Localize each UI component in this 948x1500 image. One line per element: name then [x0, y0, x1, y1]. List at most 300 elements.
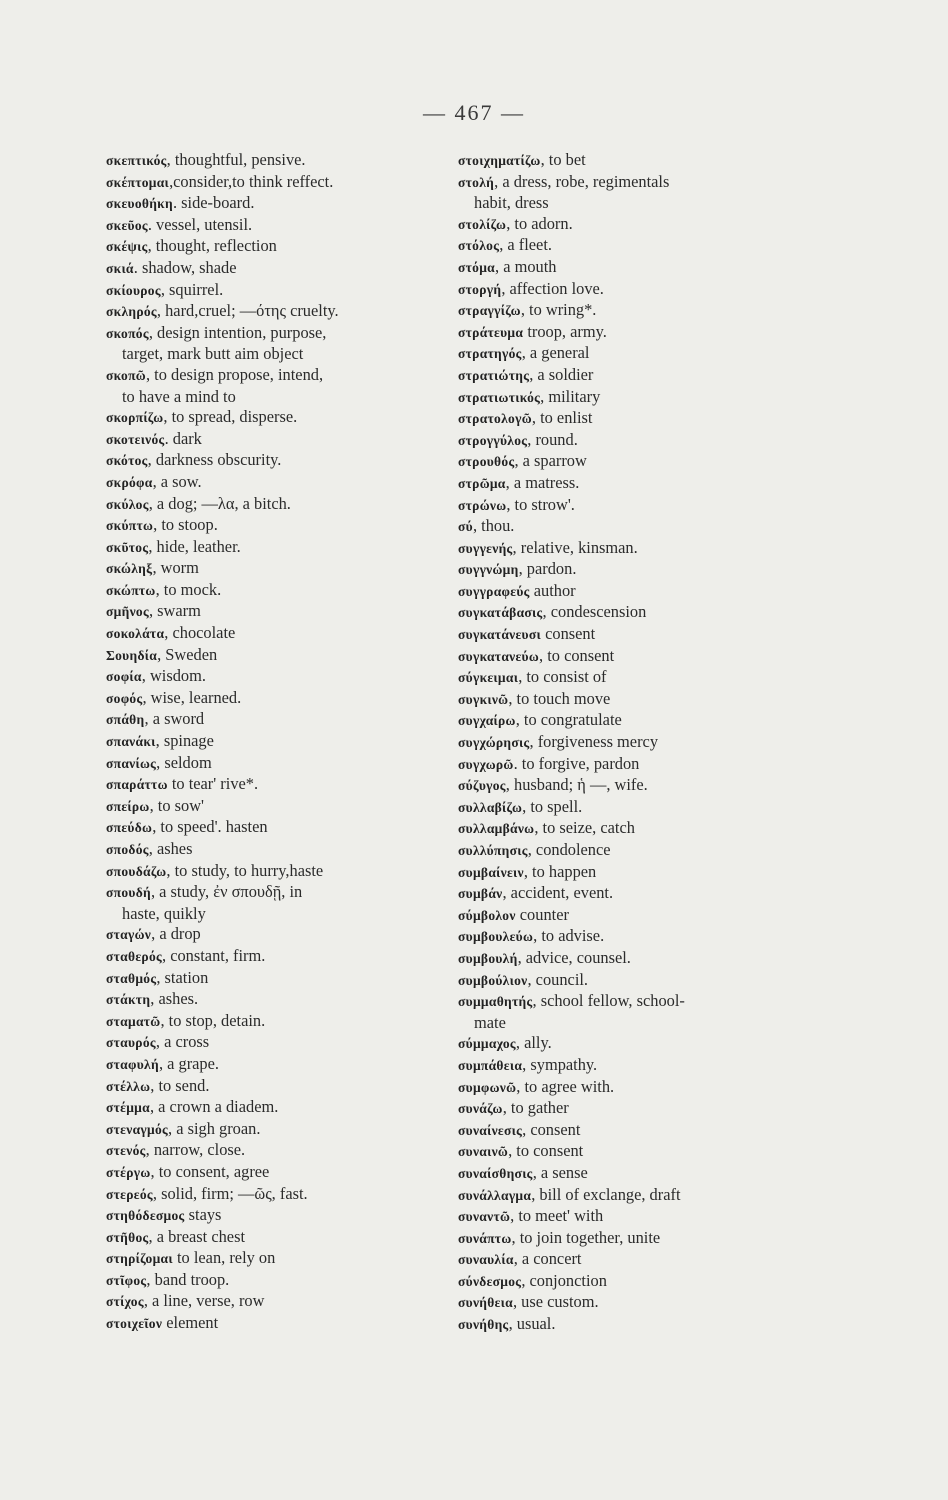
dictionary-entry: [106, 817, 436, 839]
dictionary-entry: [458, 905, 798, 927]
english-definition: , husband; ἡ —, wife.: [505, 775, 648, 795]
greek-headword: στόμα: [458, 259, 496, 275]
english-definition: , to sow': [149, 795, 204, 815]
dictionary-entry: [458, 322, 798, 344]
greek-headword: στενός: [106, 1143, 146, 1159]
greek-headword: σύγκειμαι: [458, 670, 519, 686]
greek-headword: στέμμα: [106, 1100, 150, 1116]
english-definition: , advice, counsel.: [517, 947, 631, 967]
dictionary-entry: [458, 646, 798, 668]
english-definition: . shadow, shade: [133, 257, 237, 277]
greek-headword: συμβαίνειν: [458, 864, 524, 880]
english-definition: , round.: [527, 429, 578, 449]
greek-headword: συμφωνῶ: [458, 1079, 517, 1095]
english-definition: , condolence: [527, 840, 611, 859]
dictionary-entry: [106, 1227, 436, 1249]
greek-headword: συγκατανεύω: [458, 648, 540, 664]
dictionary-entry: [458, 538, 798, 560]
greek-headword: στολή: [458, 174, 495, 190]
english-definition: to tear' rive*.: [167, 774, 259, 794]
english-definition: , a dog; —λα, a bitch.: [148, 493, 291, 513]
dictionary-entry: [458, 1249, 798, 1271]
dictionary-entry: [106, 753, 436, 775]
greek-headword: σπαράττω: [106, 777, 168, 793]
english-definition: . dark: [164, 428, 202, 448]
greek-headword: συνάπτω: [458, 1230, 512, 1246]
dictionary-entry: [106, 1270, 436, 1292]
greek-headword: σκοπῶ: [106, 367, 146, 383]
dictionary-entry: [106, 280, 436, 302]
dictionary-entry: [458, 667, 798, 689]
greek-headword: συμβούλιον: [458, 972, 528, 988]
english-definition: , a mouth: [495, 256, 557, 276]
english-definition: , a general: [521, 343, 590, 363]
english-definition: , thought, reflection: [147, 236, 277, 256]
english-definition: ,consider,to think reffect.: [169, 171, 334, 191]
english-definition: . to forgive, pardon: [513, 753, 640, 773]
english-definition: , a sense: [532, 1162, 588, 1182]
dictionary-entry: [106, 601, 436, 623]
greek-headword: στραγγίζω: [458, 303, 521, 319]
greek-headword: συναυλία: [458, 1252, 514, 1268]
greek-headword: στρατιώτης: [458, 367, 530, 383]
english-definition: , a cross: [155, 1032, 210, 1052]
dictionary-entry: [458, 1120, 798, 1142]
greek-headword: συλλαβίζω: [458, 799, 523, 815]
dictionary-entry: [106, 666, 436, 688]
greek-headword: συνήθεια: [458, 1295, 513, 1311]
dictionary-entry: [106, 323, 436, 365]
greek-headword: στρογγύλος: [458, 432, 528, 448]
dictionary-entry: [458, 991, 798, 1033]
greek-headword: σπεύδω: [106, 820, 153, 836]
greek-headword: σταθερός: [106, 948, 162, 964]
greek-headword: στράτευμα: [458, 324, 524, 340]
english-definition: , to spread, disperse.: [163, 407, 298, 427]
greek-headword: συλλαμβάνω: [458, 821, 535, 837]
greek-headword: συνάλλαγμα: [458, 1187, 532, 1203]
dictionary-entry: [106, 989, 436, 1011]
dictionary-entry: [106, 861, 436, 883]
english-definition: , a breast chest: [148, 1226, 246, 1246]
english-definition: , squirrel.: [160, 279, 224, 299]
dictionary-entry: [106, 731, 436, 753]
dictionary-entry: [458, 1292, 798, 1314]
greek-headword: συγχώρησις: [458, 735, 530, 751]
dictionary-entry: [106, 774, 436, 796]
dictionary-entry: [106, 1097, 436, 1119]
english-definition: , to send.: [150, 1075, 210, 1095]
english-definition: , to advise.: [533, 926, 605, 946]
dictionary-entry: [458, 430, 798, 452]
greek-headword: σκληρός: [106, 304, 157, 320]
dictionary-entry: [458, 926, 798, 948]
greek-headword: σταματῶ: [106, 1013, 161, 1029]
greek-headword: σκεῦος: [106, 217, 148, 233]
greek-headword: σκορπίζω: [106, 410, 164, 426]
english-definition: stays: [184, 1205, 222, 1225]
dictionary-entry: [458, 710, 798, 732]
english-definition: , to stoop.: [153, 515, 218, 535]
greek-headword: σκύπτω: [106, 518, 154, 534]
greek-headword: συμπάθεια: [458, 1057, 523, 1073]
dictionary-entry: [458, 495, 798, 517]
left-column: [106, 150, 436, 1335]
dictionary-entry: [106, 407, 436, 429]
dictionary-entry: [106, 172, 436, 194]
english-definition: , a study, ἐν σπουδῇ, in: [150, 882, 303, 902]
greek-headword: σκοτεινός: [106, 431, 165, 447]
page-number: — 467 —: [423, 100, 525, 125]
dictionary-entry: [106, 365, 436, 407]
greek-headword: στάκτη: [106, 992, 151, 1008]
greek-headword: σκιά: [106, 260, 134, 276]
english-definition: , to adorn.: [506, 213, 573, 233]
english-definition: troop, army.: [523, 321, 607, 341]
dictionary-entry: [458, 862, 798, 884]
greek-headword: στηρίζομαι: [106, 1251, 173, 1267]
dictionary-entry: [458, 559, 798, 581]
greek-headword: συμμαθητής: [458, 994, 533, 1010]
greek-headword: σκευοθήκη: [106, 196, 173, 212]
greek-headword: σταφυλή: [106, 1056, 159, 1072]
greek-headword: συναίσθησις: [458, 1165, 533, 1181]
greek-headword: συμβουλή: [458, 950, 518, 966]
greek-headword: στεναγμός: [106, 1121, 169, 1137]
greek-headword: σύμβολον: [458, 907, 516, 923]
greek-headword: στῆθος: [106, 1229, 149, 1245]
greek-headword: συγχωρῶ: [458, 756, 514, 772]
dictionary-entry: [106, 193, 436, 215]
english-definition: consent: [541, 624, 596, 644]
dictionary-entry: [106, 946, 436, 968]
greek-headword: σκῦτος: [106, 539, 149, 555]
english-definition: , to consist of: [518, 667, 607, 687]
dictionary-entry: [106, 688, 436, 710]
greek-headword: σκέψις: [106, 239, 148, 255]
definition-continuation: to have a mind to: [122, 386, 236, 406]
english-definition: , use custom.: [512, 1292, 599, 1312]
greek-headword: σπείρω: [106, 798, 150, 814]
greek-headword: συμβουλεύω: [458, 929, 534, 945]
dictionary-entry: [458, 1206, 798, 1228]
english-definition: , hide, leather.: [148, 536, 241, 556]
english-definition: , to wring*.: [520, 300, 597, 320]
english-definition: , a matress.: [505, 472, 580, 492]
dictionary-entry: [458, 840, 798, 862]
english-definition: , to touch move: [508, 688, 611, 708]
english-definition: , a sigh groan.: [168, 1118, 261, 1138]
english-definition: , narrow, close.: [145, 1140, 246, 1160]
dictionary-entry: [106, 150, 436, 172]
dictionary-entry: [458, 970, 798, 992]
english-definition: , wise, learned.: [142, 687, 242, 707]
english-definition: . side-board.: [172, 193, 255, 213]
dictionary-entry: [458, 516, 798, 538]
greek-headword: σύζυγος: [458, 778, 506, 794]
english-definition: , to spell.: [522, 796, 583, 816]
greek-headword: σοκολάτα: [106, 626, 165, 642]
dictionary-entry: [106, 1205, 436, 1227]
dictionary-entry: [458, 387, 798, 409]
greek-headword: στίχος: [106, 1294, 144, 1310]
english-definition: , band troop.: [146, 1269, 230, 1289]
english-definition: , to agree with.: [516, 1076, 615, 1096]
greek-headword: συναίνεσις: [458, 1122, 523, 1138]
greek-headword: συγγραφεύς: [458, 583, 530, 599]
dictionary-entry: [458, 257, 798, 279]
dictionary-entry: [458, 408, 798, 430]
definition-continuation: habit, dress: [474, 193, 549, 213]
dictionary-entry: [458, 1228, 798, 1250]
english-definition: , a grape.: [158, 1053, 220, 1073]
english-definition: author: [529, 580, 576, 600]
english-definition: , a crown a diadem.: [149, 1097, 279, 1117]
greek-headword: σποδός: [106, 842, 149, 857]
dictionary-entry: [458, 797, 798, 819]
dictionary-entry: [458, 602, 798, 624]
english-definition: counter: [515, 904, 569, 924]
english-definition: , school fellow, school-: [532, 991, 685, 1011]
greek-headword: σκότος: [106, 453, 148, 469]
dictionary-entry: [106, 429, 436, 451]
greek-headword: στοργή: [458, 281, 502, 297]
greek-headword: σκέπτομαι: [106, 174, 170, 190]
dictionary-entry: [458, 214, 798, 236]
english-definition: , to stop, detain.: [160, 1010, 266, 1030]
greek-headword: σμῆνος: [106, 604, 149, 620]
dictionary-entry: [106, 494, 436, 516]
dictionary-entry: [106, 1054, 436, 1076]
dictionary-entry: [106, 1119, 436, 1141]
english-definition: , to design propose, intend,: [145, 364, 324, 384]
greek-headword: σταυρός: [106, 1035, 156, 1051]
greek-headword: στρατιωτικός: [458, 389, 541, 405]
dictionary-entry: [458, 1033, 798, 1055]
greek-headword: συναντῶ: [458, 1209, 511, 1225]
greek-headword: σοφός: [106, 690, 143, 706]
greek-headword: συγκινῶ: [458, 691, 509, 707]
dictionary-entry: [458, 624, 798, 646]
dictionary-entry: [106, 1032, 436, 1054]
dictionary-entry: [106, 1291, 436, 1313]
greek-headword: στρουθός: [458, 454, 515, 470]
english-definition: , relative, kinsman.: [512, 537, 638, 557]
greek-headword: σπανάκι: [106, 734, 156, 750]
english-definition: , hard,cruel; —ότης cruelty.: [156, 301, 339, 321]
english-definition: , a drop: [151, 924, 201, 944]
dictionary-entry: [458, 279, 798, 301]
english-definition: , seldom: [156, 752, 212, 772]
dictionary-entry: [458, 948, 798, 970]
greek-headword: σκεπτικός: [106, 153, 167, 168]
dictionary-entry: [458, 343, 798, 365]
english-definition: , to mock.: [155, 579, 222, 599]
english-definition: , station: [156, 967, 209, 987]
greek-headword: Σουηδία: [106, 647, 158, 663]
greek-headword: στρῶμα: [458, 475, 506, 491]
english-definition: , to meet' with: [510, 1206, 604, 1226]
greek-headword: σπουδή: [106, 885, 151, 901]
english-definition: , spinage: [155, 731, 214, 751]
greek-headword: σύνδεσμος: [458, 1273, 522, 1289]
dictionary-entry: [458, 365, 798, 387]
dictionary-entry: [106, 839, 436, 861]
greek-headword: σπανίως: [106, 755, 157, 771]
english-definition: , to strow'.: [506, 494, 575, 514]
greek-headword: συγκατάνευσι: [458, 627, 541, 643]
dictionary-entry: [458, 1098, 798, 1120]
greek-headword: συνήθης: [458, 1317, 509, 1333]
english-definition: , affection love.: [501, 278, 604, 298]
greek-headword: συναινῶ: [458, 1144, 509, 1160]
greek-headword: στηθόδεσμος: [106, 1208, 185, 1224]
dictionary-entry: [458, 150, 798, 172]
dictionary-entry: [106, 1248, 436, 1270]
english-definition: , a line, verse, row: [143, 1291, 265, 1311]
dictionary-entry: [458, 1163, 798, 1185]
english-definition: , worm: [152, 558, 199, 578]
english-definition: , pardon.: [518, 559, 577, 579]
greek-headword: στρατηγός: [458, 346, 522, 362]
greek-headword: σκώπτω: [106, 582, 156, 598]
english-definition: , solid, firm; —ῶς, fast.: [152, 1183, 308, 1203]
english-definition: , to enlist: [531, 408, 593, 428]
dictionary-entry: [458, 1271, 798, 1293]
greek-headword: στερεός: [106, 1186, 153, 1202]
english-definition: , to seize, catch: [534, 818, 635, 838]
english-definition: , swarm: [148, 601, 201, 621]
greek-headword: συγχαίρω: [458, 713, 516, 729]
english-definition: , to speed'. hasten: [152, 817, 268, 837]
dictionary-entry: [458, 1077, 798, 1099]
greek-headword: συλλύπησις: [458, 843, 528, 858]
english-definition: , wisdom.: [141, 666, 206, 686]
english-definition: , a sword: [144, 709, 205, 729]
dictionary-entry: [458, 581, 798, 603]
english-definition: , sympathy.: [522, 1054, 598, 1074]
dictionary-entry: [106, 537, 436, 559]
english-definition: , ally.: [515, 1033, 552, 1053]
dictionary-entry: [106, 968, 436, 990]
english-definition: , to happen: [523, 861, 597, 881]
greek-headword: σκρόφα: [106, 474, 153, 490]
dictionary-entry: [106, 1184, 436, 1206]
dictionary-entry: [106, 472, 436, 494]
dictionary-entry: [458, 775, 798, 797]
dictionary-entry: [106, 1162, 436, 1184]
english-definition: , to consent: [539, 645, 615, 665]
dictionary-entry: [106, 645, 436, 667]
english-definition: , to consent, agree: [150, 1161, 270, 1181]
dictionary-entry: [458, 1055, 798, 1077]
greek-headword: συγγενής: [458, 540, 513, 556]
english-definition: , forgiveness mercy: [529, 732, 659, 752]
english-definition: , to join together, unite: [511, 1227, 661, 1247]
greek-headword: στρατολογῶ: [458, 411, 532, 427]
greek-headword: σύμμαχος: [458, 1036, 516, 1052]
dictionary-entry: [106, 796, 436, 818]
dictionary-entry: [458, 883, 798, 905]
dictionary-entry: [458, 451, 798, 473]
greek-headword: σταγών: [106, 927, 152, 943]
dictionary-entry: [106, 558, 436, 580]
dictionary-entry: [106, 258, 436, 280]
english-definition: , usual.: [508, 1314, 556, 1334]
dictionary-entry: [458, 473, 798, 495]
dictionary-entry: [458, 1141, 798, 1163]
greek-headword: στοιχεῖον: [106, 1316, 163, 1332]
dictionary-entry: [106, 515, 436, 537]
greek-headword: στρώνω: [458, 497, 507, 513]
english-definition: , to bet: [540, 150, 586, 169]
dictionary-entry: [458, 818, 798, 840]
greek-headword: σπουδάζω: [106, 863, 167, 879]
definition-continuation: haste, quikly: [122, 903, 206, 923]
english-definition: , ashes.: [150, 989, 199, 1009]
english-definition: , constant, firm.: [162, 945, 266, 965]
dictionary-entry: [106, 709, 436, 731]
greek-headword: στέργω: [106, 1164, 151, 1180]
greek-headword: σκίουρος: [106, 282, 161, 298]
greek-headword: σκύλος: [106, 496, 149, 512]
english-definition: , council.: [527, 969, 589, 989]
greek-headword: σταθμός: [106, 970, 157, 986]
greek-headword: σκώληξ: [106, 561, 153, 577]
english-definition: , darkness obscurity.: [147, 450, 282, 470]
english-definition: . vessel, utensil.: [147, 214, 253, 234]
dictionary-entry: [106, 236, 436, 258]
dictionary-entry: [106, 1313, 436, 1335]
greek-headword: στέλλω: [106, 1078, 151, 1094]
dictionary-entry: [106, 623, 436, 645]
greek-headword: σύ: [458, 519, 473, 535]
greek-headword: συγγνώμη: [458, 562, 519, 578]
english-definition: , a soldier: [529, 364, 594, 384]
english-definition: , conjonction: [521, 1270, 607, 1290]
english-definition: , a dress, robe, regimentals: [494, 171, 670, 191]
english-definition: , bill of exclange, draft: [531, 1184, 681, 1204]
greek-headword: στολίζω: [458, 216, 507, 232]
definition-continuation: mate: [474, 1012, 506, 1032]
english-definition: to lean, rely on: [172, 1248, 276, 1268]
english-definition: , to study, to hurry,haste: [166, 860, 324, 880]
english-definition: , to congratulate: [515, 710, 622, 730]
greek-headword: στόλος: [458, 238, 500, 254]
english-definition: , to gather: [502, 1098, 569, 1118]
dictionary-entry: [458, 172, 798, 214]
greek-headword: συμβάν: [458, 886, 503, 902]
greek-headword: σκοπός: [106, 325, 149, 341]
dictionary-entry: [458, 1314, 798, 1336]
dictionary-entry: [106, 924, 436, 946]
dictionary-entry: [106, 215, 436, 237]
dictionary-entry: [458, 1185, 798, 1207]
dictionary-entry: [458, 732, 798, 754]
english-definition: , design intention, purpose,: [148, 322, 327, 342]
english-definition: , a concert: [513, 1249, 582, 1269]
dictionary-entry: [106, 580, 436, 602]
dictionary-entry: [458, 689, 798, 711]
dictionary-entry: [106, 1076, 436, 1098]
right-column: [458, 150, 798, 1336]
english-definition: , Sweden: [157, 644, 218, 664]
english-definition: element: [162, 1313, 219, 1333]
english-definition: , chocolate: [164, 623, 236, 643]
greek-headword: σοφία: [106, 669, 142, 685]
greek-headword: συγκατάβασις: [458, 605, 543, 621]
dictionary-entry: [106, 882, 436, 924]
